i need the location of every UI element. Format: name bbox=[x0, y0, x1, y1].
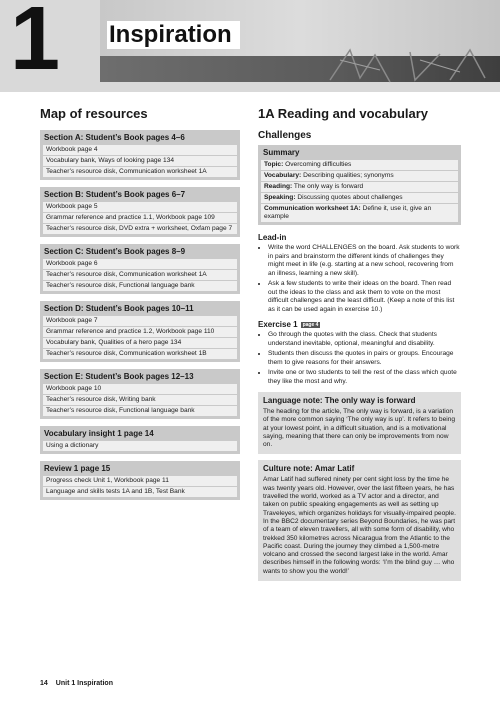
culture-note-title: Culture note: Amar Latif bbox=[263, 464, 355, 474]
map-heading: Map of resources bbox=[40, 106, 148, 121]
leadin-title: Lead-in bbox=[258, 233, 287, 242]
section-row: Using a dictionary bbox=[43, 441, 237, 451]
summary-row bbox=[261, 171, 458, 181]
summary-value: Overcoming difficulties bbox=[283, 161, 352, 168]
bullet-item: • Students then discuss the quotes in pairs or groups. Encourage them to give reasons for their answers. bbox=[268, 350, 461, 367]
section-title: Review 1 page 15 bbox=[44, 464, 111, 473]
section-row: Workbook page 6 bbox=[43, 259, 237, 269]
resource-section bbox=[40, 461, 240, 500]
lesson-subheading: Challenges bbox=[258, 130, 312, 141]
summary-value: The only way is forward bbox=[292, 183, 364, 190]
bullet-item: • Write the word CHALLENGES on the board. Ask students to work in pairs and brainstorm the different kinds of challenges they might meet in life (e.g. starting at a new school, recovering from an illness, learning a new skill). bbox=[268, 244, 461, 278]
bullet-item: • Invite one or two students to tell the rest of the class which quote they like the most and why. bbox=[268, 369, 461, 386]
summary-row bbox=[261, 160, 458, 170]
bullet-item: • Ask a few students to write their ideas on the board. Then read out the ideas to the class and ask them to vote on the most difficult challenges and the least difficult. (Keep a note of this list as it can be used again in exercise 10.) bbox=[268, 280, 461, 314]
summary-row bbox=[261, 182, 458, 192]
summary-label: Topic: bbox=[264, 161, 284, 168]
section-row: Workbook page 7 bbox=[43, 316, 237, 326]
summary-label: Reading: bbox=[264, 183, 293, 190]
summary-row bbox=[261, 204, 458, 222]
language-note-text: The heading for the article, The only way is forward, is a variation of the more common saying ‘The only way is up’. It refers to being at your lowest point, in a difficult situation, and is a motivational saying, meaning that there can only be improvements from now on. bbox=[263, 408, 456, 449]
section-title: Section B: Student’s Book pages 6–7 bbox=[44, 190, 186, 199]
summary-label: Communication worksheet 1A: bbox=[264, 205, 361, 212]
section-row: Teacher’s resource disk, Functional language bank bbox=[43, 406, 237, 416]
resource-section bbox=[40, 130, 240, 180]
section-title: Section C: Student’s Book pages 8–9 bbox=[44, 247, 186, 256]
lesson-column bbox=[258, 106, 461, 581]
language-note-title: Language note: The only way is forward bbox=[263, 396, 416, 405]
header-decoration bbox=[320, 40, 500, 90]
section-title: Section A: Student’s Book pages 4–6 bbox=[44, 133, 185, 142]
summary-value: Discussing quotes about challenges bbox=[295, 194, 403, 201]
resource-section bbox=[40, 426, 240, 454]
culture-note bbox=[258, 460, 461, 581]
summary-box bbox=[258, 145, 461, 225]
section-row: Teacher’s resource disk, Communication worksheet 1B bbox=[43, 349, 237, 359]
exercise1-list bbox=[258, 331, 461, 386]
unit-title: Inspiration bbox=[107, 21, 240, 49]
section-row: Vocabulary bank, Qualities of a hero page 134 bbox=[43, 338, 237, 348]
map-of-resources bbox=[40, 106, 240, 507]
resource-sections bbox=[40, 130, 240, 500]
summary-title: Summary bbox=[263, 148, 300, 157]
exercise1-title bbox=[258, 320, 461, 329]
section-title: Section E: Student’s Book pages 12–13 bbox=[44, 372, 194, 381]
exercise1-label: Exercise 1 bbox=[258, 320, 298, 329]
page-footer bbox=[40, 680, 113, 687]
resource-section bbox=[40, 301, 240, 362]
page-tag: page 4 bbox=[302, 321, 319, 328]
section-row: Teacher’s resource disk, Functional language bank bbox=[43, 281, 237, 291]
section-row: Teacher’s resource disk, Writing bank bbox=[43, 395, 237, 405]
section-title: Section D: Student’s Book pages 10–11 bbox=[44, 304, 194, 313]
language-note bbox=[258, 392, 461, 454]
section-row: Language and skills tests 1A and 1B, Test Bank bbox=[43, 487, 237, 497]
section-row: Teacher’s resource disk, Communication worksheet 1A bbox=[43, 167, 237, 177]
section-row: Grammar reference and practice 1.1, Workbook page 109 bbox=[43, 213, 237, 223]
resource-section bbox=[40, 244, 240, 294]
footer-label: Unit 1 Inspiration bbox=[55, 680, 113, 687]
summary-rows bbox=[261, 160, 458, 222]
section-title: Vocabulary insight 1 page 14 bbox=[44, 429, 154, 438]
unit-number: 1 bbox=[10, 0, 61, 89]
summary-label: Speaking: bbox=[264, 194, 296, 201]
lesson-heading: 1A Reading and vocabulary bbox=[258, 106, 429, 121]
section-row: Workbook page 10 bbox=[43, 384, 237, 394]
leadin-list bbox=[258, 244, 461, 314]
summary-value: Define it, use it, give an example bbox=[264, 205, 432, 220]
resource-section bbox=[40, 369, 240, 419]
unit-header bbox=[0, 0, 500, 92]
section-row: Workbook page 4 bbox=[43, 145, 237, 155]
section-row: Teacher’s resource disk, Communication worksheet 1A bbox=[43, 270, 237, 280]
section-row: Vocabulary bank, Ways of looking page 134 bbox=[43, 156, 237, 166]
resource-section bbox=[40, 187, 240, 237]
summary-value: Describing qualities; synonyms bbox=[301, 172, 394, 179]
section-row: Progress check Unit 1, Workbook page 11 bbox=[43, 476, 237, 486]
section-row: Grammar reference and practice 1.2, Workbook page 110 bbox=[43, 327, 237, 337]
section-row: Teacher’s resource disk, DVD extra + worksheet, Oxfam page 7 bbox=[43, 224, 237, 234]
section-row: Workbook page 5 bbox=[43, 202, 237, 212]
culture-note-text: Amar Latif had suffered ninety per cent sight loss by the time he was twenty years old. However, over the last fifteen years, he has travelled the world, worked as a TV actor and a director, and taken on public speaking engagements as well as setting up Traveleyes, which organizes holidays for visually-impaired people. In the BBC2 documentary series Beyond Boundaries, he was part of a team of eleven travellers, all with some form of disability, who trekked 350 kilometres across Nicaragua from the Atlantic to the Pacific coast. During the journey they climbed a 1,500-metre volcano and crossed the second largest lake in the world. Amar describes himself in the following words: ‘I’m the blind guy … who wants to show you the world!’ bbox=[263, 476, 456, 575]
summary-label: Vocabulary: bbox=[264, 172, 302, 179]
page-number: 14 bbox=[40, 680, 48, 687]
bullet-item: • Go through the quotes with the class. Check that students understand inevitable, optional, meaningful and disability. bbox=[268, 331, 461, 348]
summary-row bbox=[261, 193, 458, 203]
